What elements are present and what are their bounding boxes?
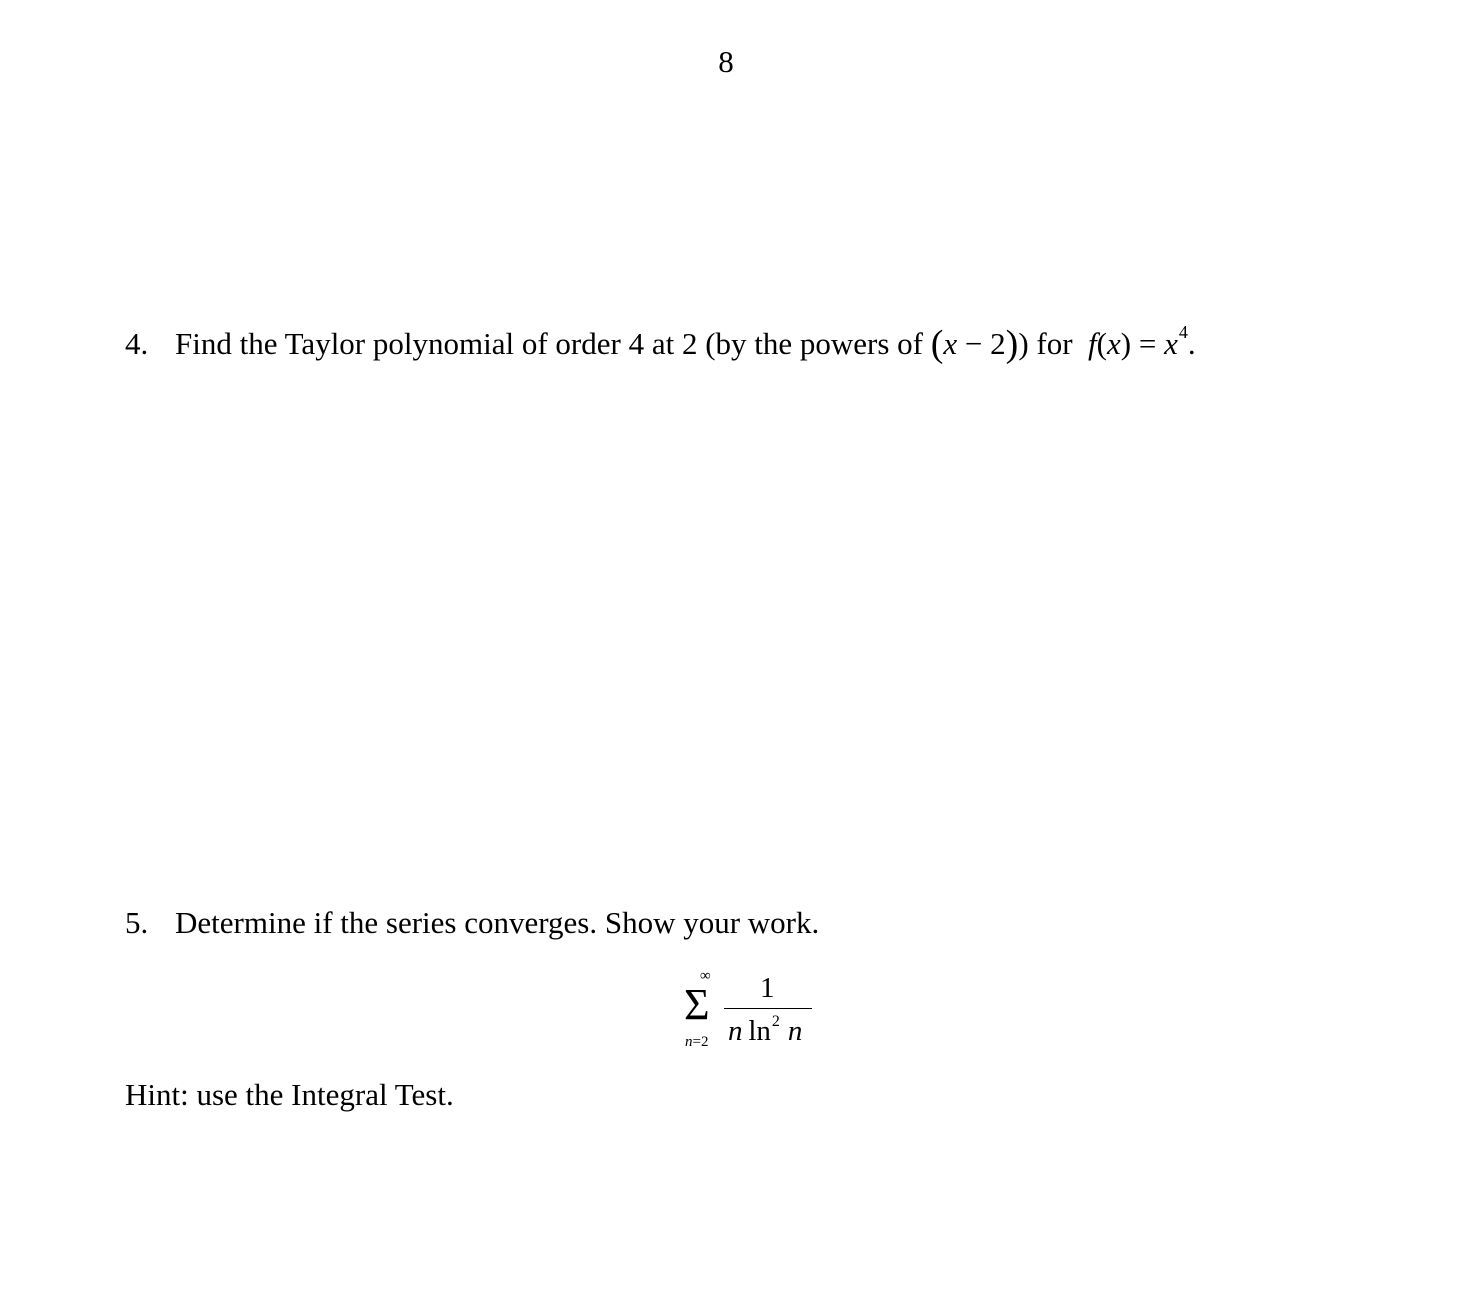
- sigma-lower-limit: n=2: [685, 1034, 709, 1050]
- problem-5-text: Determine if the series converges. Show your work.: [175, 905, 820, 940]
- fraction-bar: [724, 1008, 812, 1009]
- fraction-numerator: 1: [760, 972, 775, 1004]
- powers-expression: (x − 2)): [930, 323, 1029, 365]
- page-number: 8: [718, 44, 734, 79]
- sigma-upper-limit: ∞: [700, 968, 711, 984]
- sigma-symbol: Σ: [684, 980, 710, 1029]
- series-formula: [680, 968, 830, 1058]
- problem-5-number: 5.: [125, 905, 149, 940]
- problem-5: [125, 903, 819, 943]
- problem-4-text: Find the Taylor polynomial of order 4 at 2 (by the powers of: [175, 326, 923, 361]
- hint-text: Hint: use the Integral Test.: [125, 1077, 454, 1112]
- problem-4: [125, 322, 1196, 368]
- problem-4-number: 4.: [125, 326, 149, 361]
- exponent: 4: [1178, 322, 1188, 342]
- for-text: for: [1036, 326, 1073, 361]
- function-definition: $f(x) = x^4$.: [1088, 322, 1196, 361]
- fraction-denominator: n $\ln^2 n$: [728, 1013, 803, 1047]
